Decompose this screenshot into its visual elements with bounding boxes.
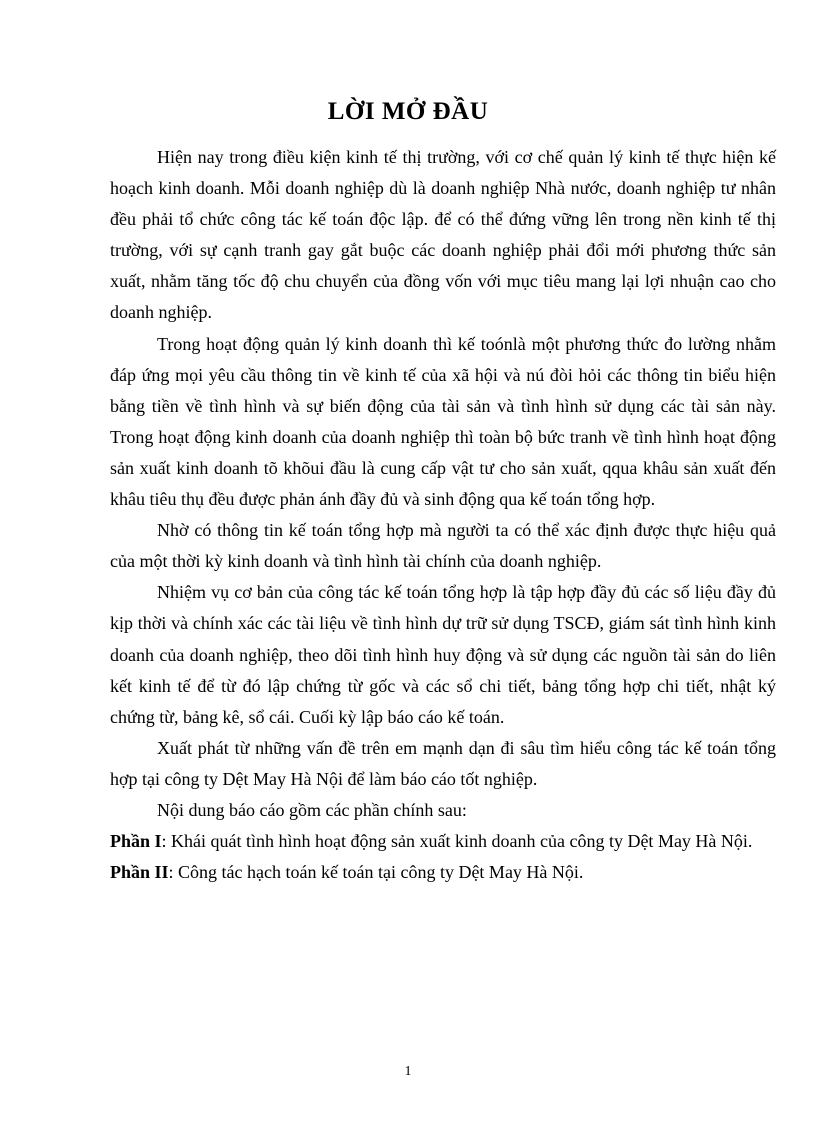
page-title: LỜI MỞ ĐẦU: [327, 98, 489, 125]
part-two-text: : Công tác hạch toán kế toán tại công ty Dệt May Hà Nội.: [168, 862, 584, 883]
document-body: [110, 142, 776, 888]
part-one-text: : Khái quát tình hình hoạt động sản xuất kinh doanh của công ty Dệt May Hà Nội.: [161, 831, 753, 852]
paragraph-information: Nhờ có thông tin kế toán tổng hợp mà người ta có thể xác định được thực hiệu quả của một thời kỳ kinh doanh và tình hình tài chính của doanh nghiệp.: [110, 520, 776, 572]
page-number: 1: [404, 1064, 412, 1079]
part-one-label: Phần I: [110, 831, 162, 852]
part-one: [110, 826, 776, 857]
paragraph-motivation: Xuất phát từ những vấn đề trên em mạnh dạn đi sâu tìm hiểu công tác kế toán tổng hợp tại công ty Dệt May Hà Nội để làm báo cáo tốt nghiệp.: [110, 737, 776, 789]
paragraph-tasks: Nhiệm vụ cơ bản của công tác kế toán tổng hợp là tập hợp đầy đủ các số liệu đầy đủ kịp thời và chính xác các tài liệu về tình hình dự trữ sử dụng TSCĐ, giám sát tình hình kinh doanh của doanh nghiệp, theo dõi tình hình huy động và sử dụng các nguồn tài sản do liên kết kinh tế để từ đó lập chứng từ gốc và các sổ chi tiết, bảng tổng hợp chi tiết, nhật ký chứng từ, bảng kê, sổ cái. Cuối kỳ lập báo cáo kế toán.: [110, 582, 776, 727]
paragraph-management: Trong hoạt động quản lý kinh doanh thì kế toónlà một phương thức đo lường nhằm đáp ứng mọi yêu cầu thông tin về kinh tế của xã hội và nú đòi hỏi các thông tin biểu hiện bằng tiền về tình hình và sự biến động của tài sản và tình hình sử dụng các tài sản này. Trong hoạt động kinh doanh của doanh nghiệp thì toàn bộ bức tranh về tình hình hoạt động sản xuất kinh doanh tõ khõui đầu là cung cấp vật tư cho sản xuất, qqua khâu sản xuất đến khâu tiêu thụ đều được phản ánh đầy đủ và sinh động qua kế toán tổng hợp.: [110, 333, 776, 510]
part-two: [110, 857, 776, 888]
paragraph-contents: Nội dung báo cáo gồm các phần chính sau:: [157, 799, 467, 820]
part-two-label: Phần II: [110, 862, 169, 883]
paragraph-intro: Hiện nay trong điều kiện kinh tế thị trường, với cơ chế quản lý kinh tế thực hiện kế hoạch kinh doanh. Mỗi doanh nghiệp dù là doanh nghiệp Nhà nước, doanh nghiệp tư nhân đều phải tổ chức công tác kế toán độc lập. để có thể đứng vững lên trong nền kinh tế thị trường, với sự cạnh tranh gay gắt buộc các doanh nghiệp phải đổi mới phương thức sản xuất, nhằm tăng tốc độ chu chuyển của đồng vốn với mục tiêu mang lại lợi nhuận cao cho doanh nghiệp.: [110, 147, 776, 323]
